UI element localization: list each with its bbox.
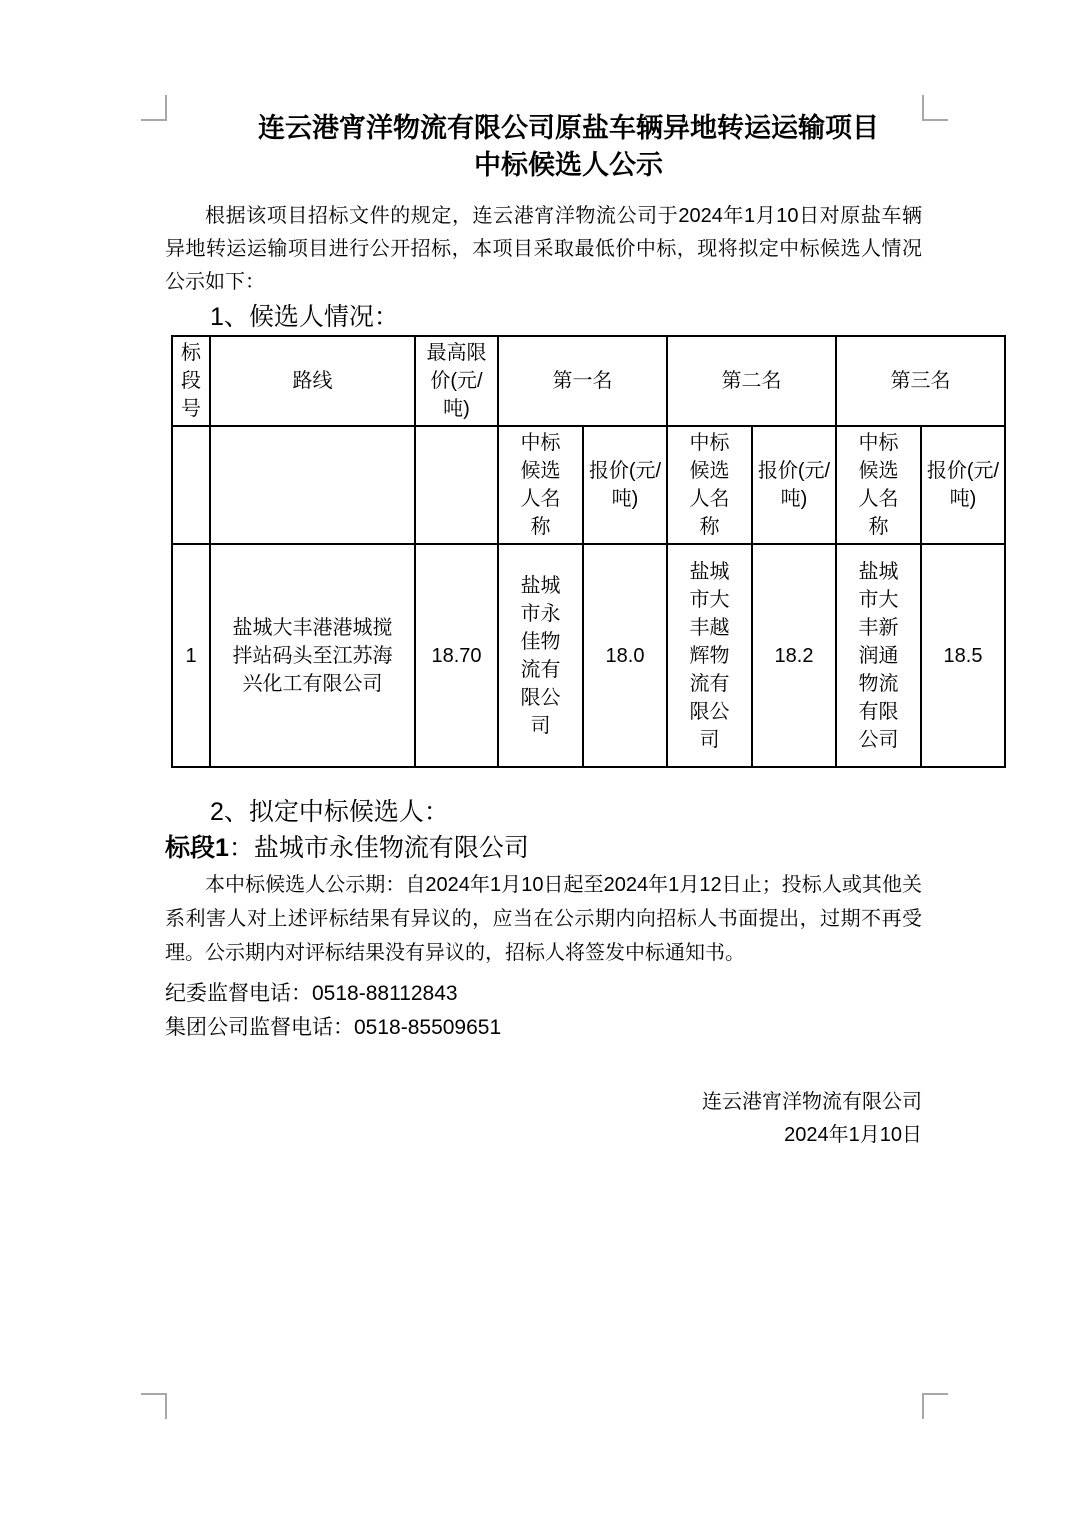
signature-block <box>165 1086 922 1152</box>
cell-rank3-price: 18.5 <box>921 544 1005 767</box>
document-title-line2: 中标候选人公示 <box>474 150 663 180</box>
section-1-label: 1、候选人情况： <box>210 303 399 331</box>
intro-paragraph: 根据该项目招标文件的规定，连云港宵洋物流公司于2024年1月10日对原盐车辆异地转运运输项目进行公开招标，本项目采取最低价中标，现将拟定中标候选人情况公示如下： <box>165 205 922 293</box>
winner-company: 盐城市永佳物流有限公司 <box>253 834 529 862</box>
header-max-price: 最高限价(元/吨) <box>415 336 498 426</box>
header-rank3: 第三名 <box>836 336 1005 426</box>
subheader-rank1-name: 中标候选人名称 <box>498 426 583 544</box>
subheader-rank2-name: 中标候选人名称 <box>667 426 752 544</box>
subheader-rank2-price: 报价(元/吨) <box>752 426 836 544</box>
document-title-line1: 连云港宵洋物流有限公司原盐车辆异地转运运输项目 <box>258 113 879 143</box>
cell-rank2-name: 盐城市大丰越辉物流有限公司 <box>667 544 752 767</box>
margin-corner-mark-bottom-right <box>922 1393 948 1419</box>
cell-section-no: 1 <box>172 544 210 767</box>
cell-route: 盐城大丰港港城搅拌站码头至江苏海兴化工有限公司 <box>210 544 415 767</box>
subheader-rank3-name: 中标候选人名称 <box>836 426 921 544</box>
subheader-empty-max-price <box>415 426 498 544</box>
phone-block <box>165 978 922 1044</box>
document-content <box>0 0 1073 333</box>
header-route: 路线 <box>210 336 415 426</box>
document-lower-content <box>0 796 1073 1152</box>
subheader-rank3-price: 报价(元/吨) <box>921 426 1005 544</box>
cell-rank1-name: 盐城市永佳物流有限公司 <box>498 544 583 767</box>
subheader-rank1-price: 报价(元/吨) <box>583 426 667 544</box>
table-data-row <box>172 544 1005 767</box>
discipline-phone-line: 纪委监督电话：0518-88112843 <box>165 982 458 1005</box>
cell-rank1-price: 18.0 <box>583 544 667 767</box>
table-header-row <box>172 336 1005 426</box>
margin-corner-mark-bottom-left <box>141 1393 167 1419</box>
winner-separator: ： <box>228 834 254 862</box>
cell-rank3-name: 盐城市大丰新润通物流有限公司 <box>836 544 921 767</box>
subheader-empty-route <box>210 426 415 544</box>
notice-paragraph: 本中标候选人公示期：自2024年1月10日起至2024年1月12日止；投标人或其他关系利害人对上述评标结果有异议的，应当在公示期内向招标人书面提出，过期不再受理。公示期内对评标结果没有异议的，招标人将签发中标通知书。 <box>165 874 922 964</box>
cell-max-price: 18.70 <box>415 544 498 767</box>
section-2-label: 2、拟定中标候选人： <box>210 798 449 826</box>
subheader-empty-section <box>172 426 210 544</box>
group-phone-line: 集团公司监督电话：0518-85509651 <box>165 1016 502 1039</box>
document-title <box>165 110 922 184</box>
candidates-table <box>171 335 1006 768</box>
winner-line <box>165 830 922 866</box>
cell-rank2-price: 18.2 <box>752 544 836 767</box>
table-subheader-row <box>172 426 1005 544</box>
signature-date: 2024年1月10日 <box>784 1124 922 1146</box>
header-section-no: 标段号 <box>172 336 210 426</box>
margin-corner-mark-top-left <box>141 95 167 121</box>
header-rank2: 第二名 <box>667 336 836 426</box>
header-rank1: 第一名 <box>498 336 667 426</box>
signature-company: 连云港宵洋物流有限公司 <box>702 1091 922 1113</box>
winner-label: 标段1 <box>165 834 229 862</box>
margin-corner-mark-top-right <box>922 95 948 121</box>
